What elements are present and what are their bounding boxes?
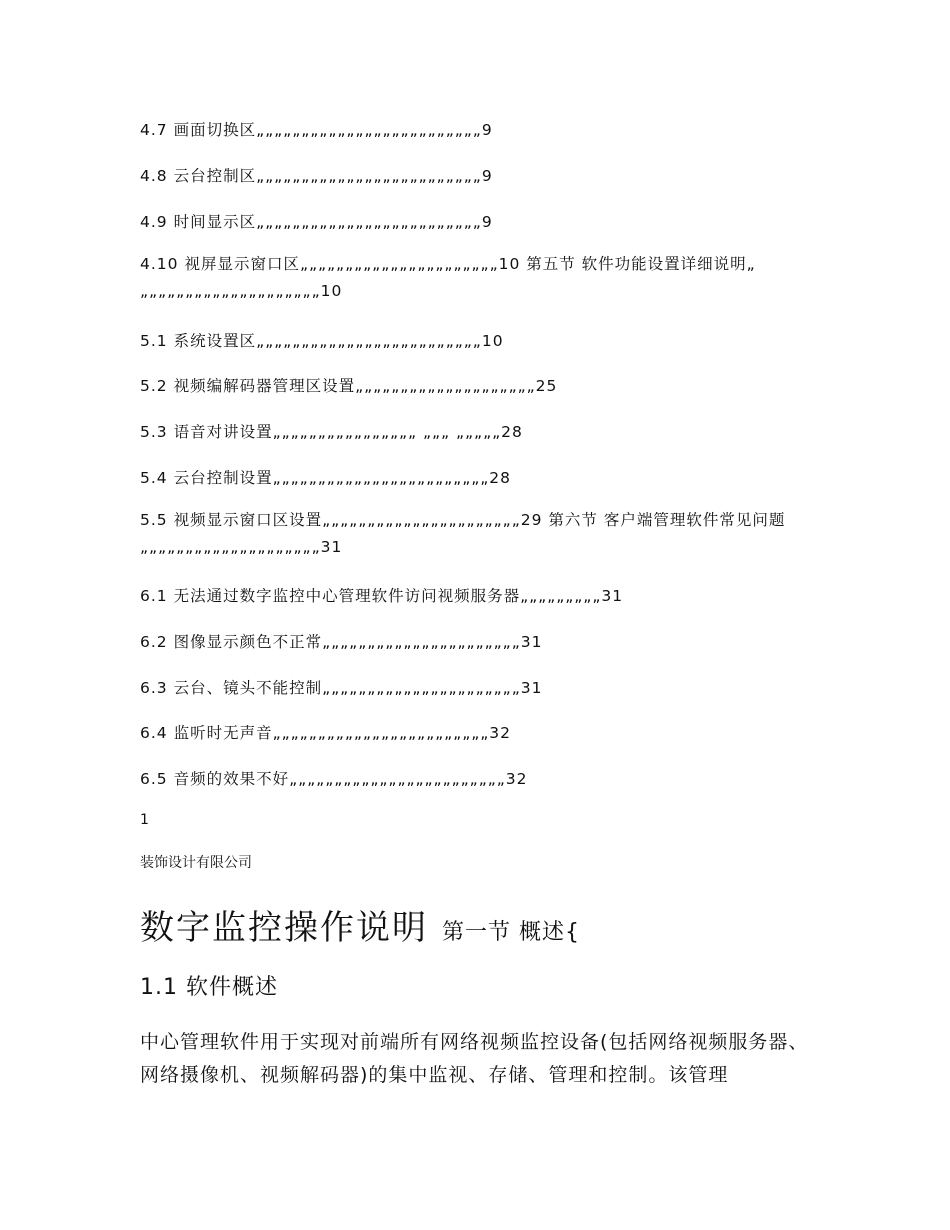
- toc-entry-4-8[interactable]: 4.8 云台控制区„„„„„„„„„„„„„„„„„„„„„„„„„9: [140, 167, 493, 185]
- toc-entry-4-10[interactable]: 4.10 视屏显示窗口区„„„„„„„„„„„„„„„„„„„„„„10 第五节 软件功能设置详细说明„ „„„„„„„„„„„„„„„„„„„„10: [140, 255, 756, 300]
- toc-entry-4-7[interactable]: 4.7 画面切换区„„„„„„„„„„„„„„„„„„„„„„„„„9: [140, 121, 493, 139]
- toc-entry-4-9[interactable]: 4.9 时间显示区„„„„„„„„„„„„„„„„„„„„„„„„„9: [140, 213, 493, 231]
- body-paragraph: 中心管理软件用于实现对前端所有网络视频监控设备(包括网络视频服务器、网络摄像机、视频解码器)的集中监视、存储、管理和控制。该管理: [140, 1031, 809, 1086]
- toc-entry-6-1[interactable]: 6.1 无法通过数字监控中心管理软件访问视频服务器„„„„„„„„„31: [140, 587, 624, 605]
- toc-entry-6-2[interactable]: 6.2 图像显示颜色不正常„„„„„„„„„„„„„„„„„„„„„„31: [140, 633, 543, 651]
- section-heading: 1.1 软件概述: [140, 975, 278, 1000]
- toc-entry-6-5[interactable]: 6.5 音频的效果不好„„„„„„„„„„„„„„„„„„„„„„„„32: [140, 770, 528, 788]
- toc-entry-5-3[interactable]: 5.3 语音对讲设置„„„„„„„„„„„„„„„„ „„„ „„„„„28: [140, 423, 523, 441]
- toc-entry-5-4[interactable]: 5.4 云台控制设置„„„„„„„„„„„„„„„„„„„„„„„„28: [140, 469, 512, 487]
- toc-entry-6-3[interactable]: 6.3 云台、镜头不能控制„„„„„„„„„„„„„„„„„„„„„„31: [140, 679, 543, 697]
- toc-entry-6-4[interactable]: 6.4 监听时无声音„„„„„„„„„„„„„„„„„„„„„„„„32: [140, 724, 512, 742]
- title-main: 数字监控操作说明: [140, 908, 428, 948]
- document-title: [140, 900, 580, 949]
- company-name: 装饰设计有限公司: [140, 855, 252, 871]
- toc-entry-5-2[interactable]: 5.2 视频编解码器管理区设置„„„„„„„„„„„„„„„„„„„„25: [140, 377, 558, 395]
- toc-entry-5-5[interactable]: 5.5 视频显示窗口区设置„„„„„„„„„„„„„„„„„„„„„„29 第六节 客户端管理软件常见问题„„„„„„„„„„„„„„„„„„„„31: [140, 511, 786, 556]
- page-number: 1: [140, 812, 149, 828]
- toc-entry-5-1[interactable]: 5.1 系统设置区„„„„„„„„„„„„„„„„„„„„„„„„„10: [140, 332, 504, 350]
- title-sub: 第一节 概述{: [442, 920, 580, 945]
